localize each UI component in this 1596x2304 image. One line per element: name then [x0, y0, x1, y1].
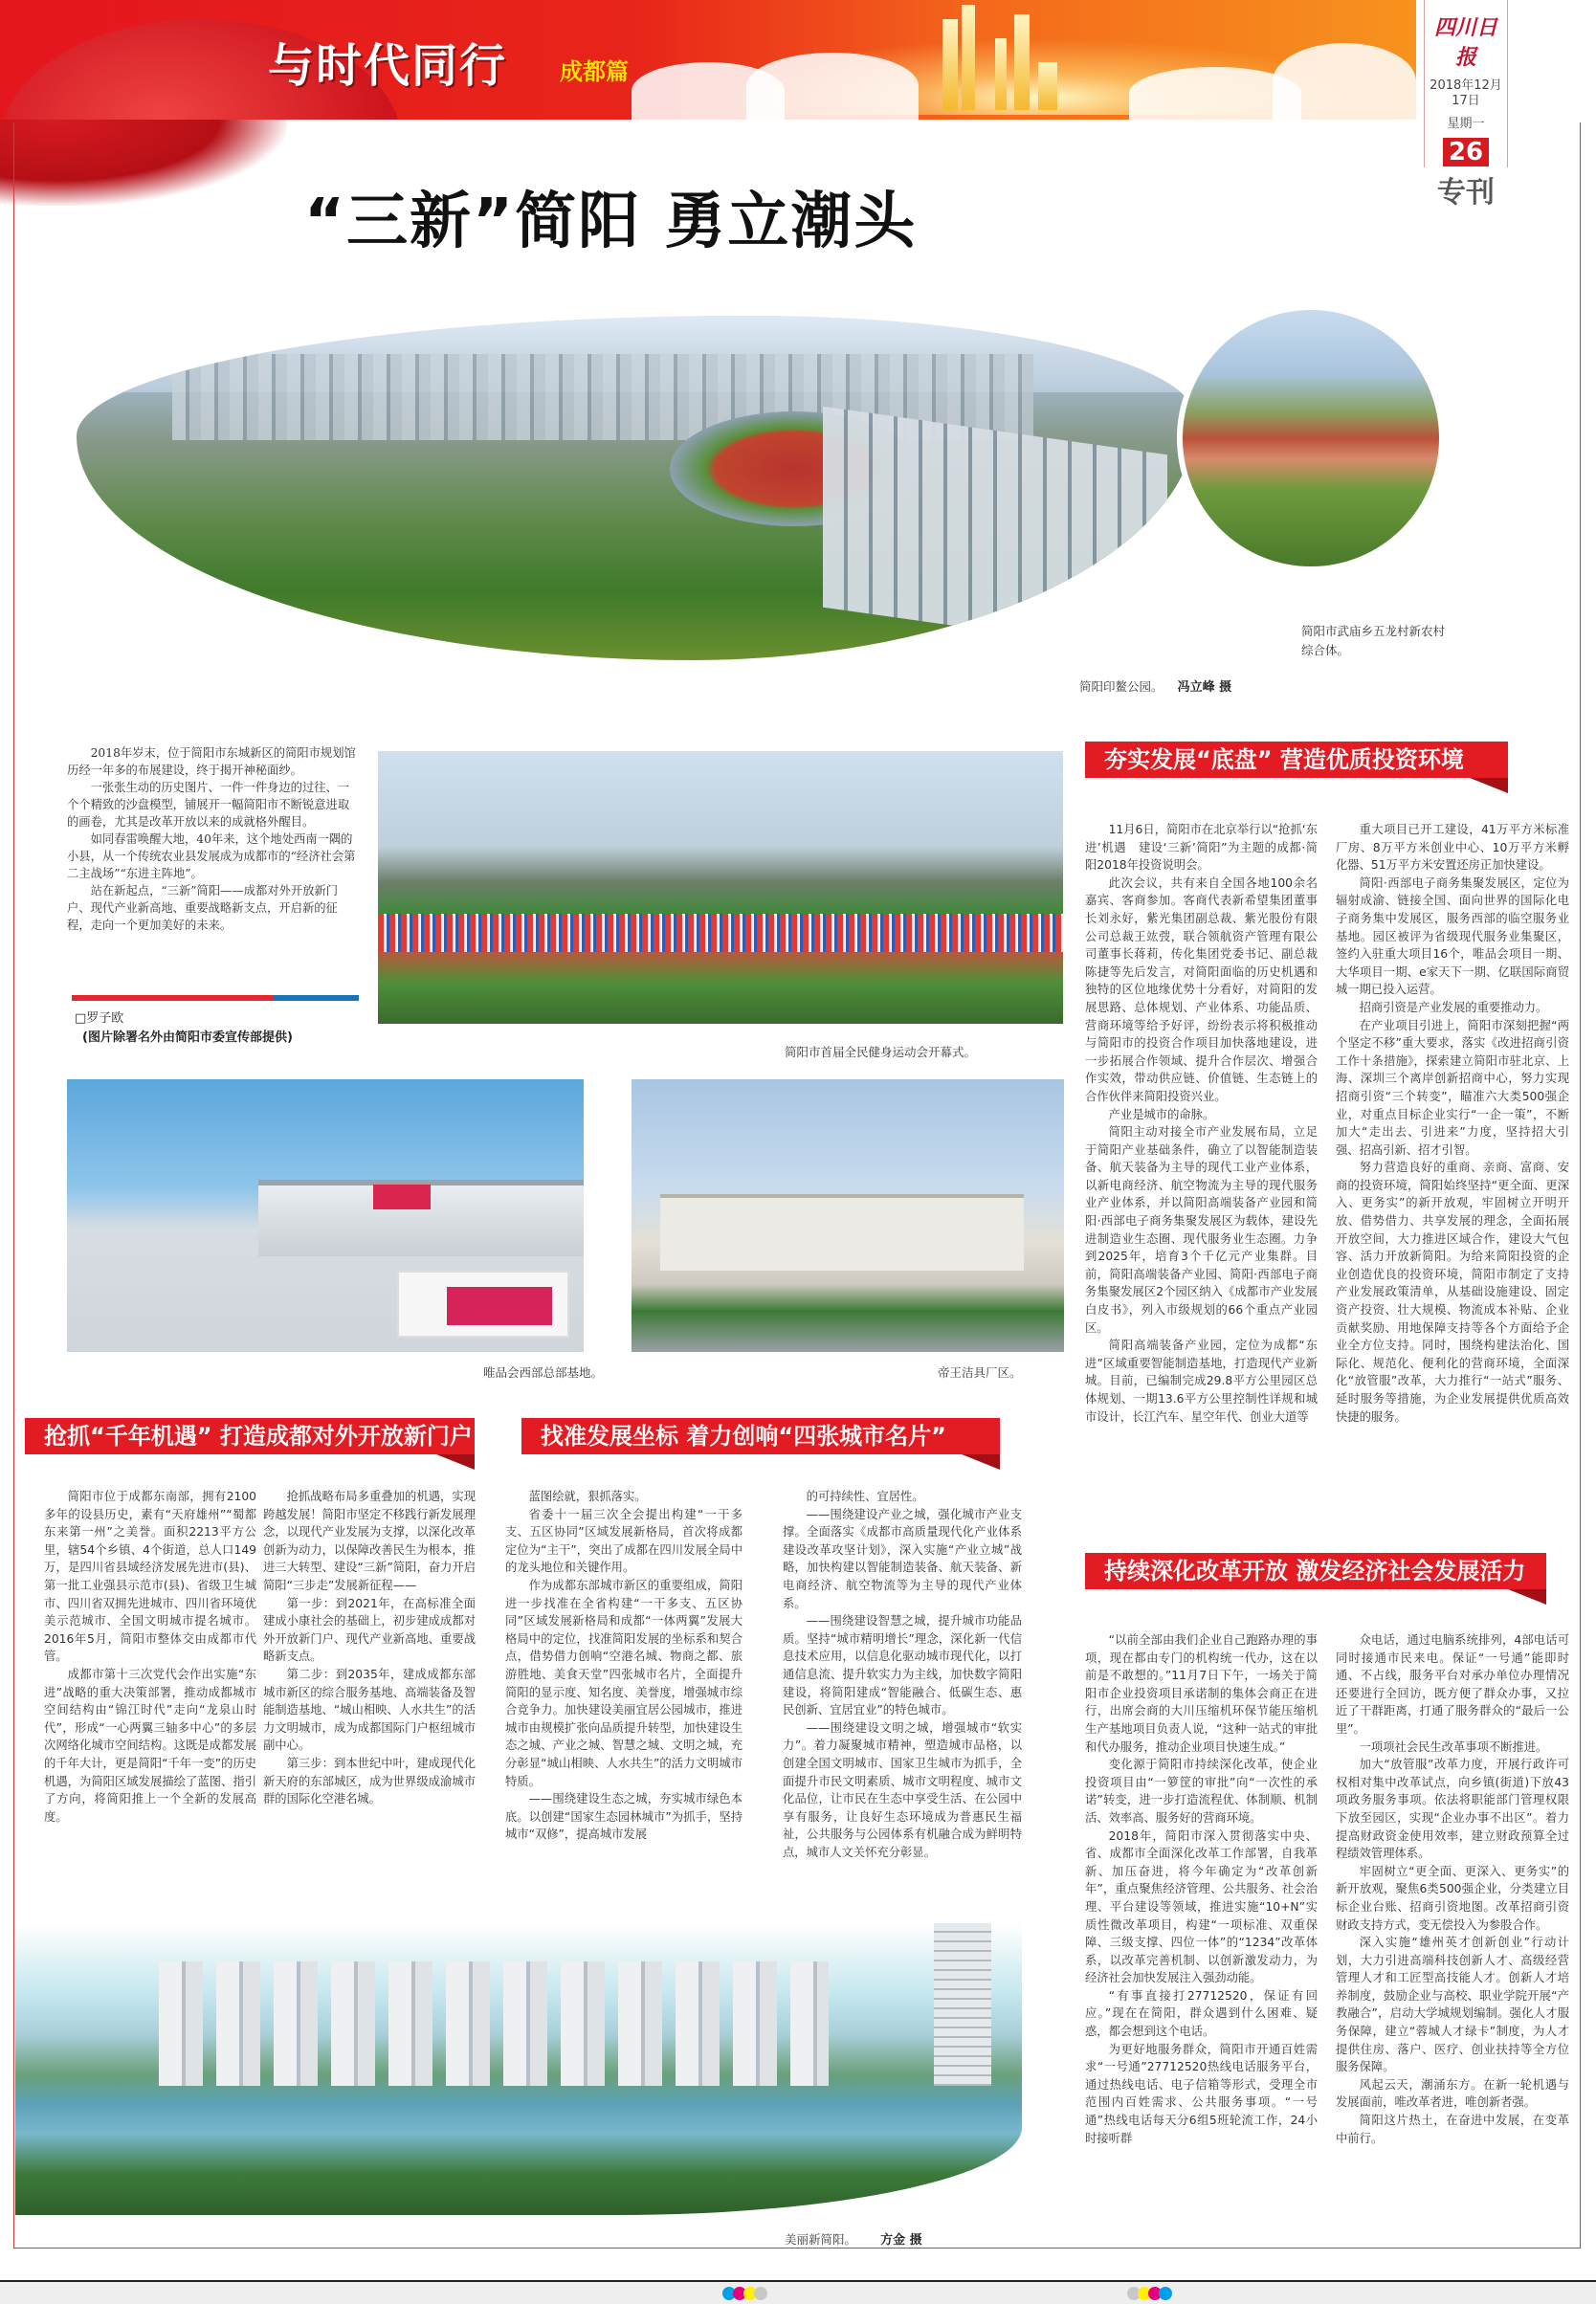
article-column — [263, 1488, 476, 1923]
photo-vip-base — [67, 1079, 584, 1352]
paragraph: 深入实施“雄州英才创新创业”行动计划，大力引进高端科技创新人才、高级经营管理人才和工匠型高技能人才。创新人才培养制度，鼓励企业与高校、职业学院开展“产教融合”，启动大学城规划编制。强化人才服务保障，建立“蓉城人才绿卡”制度，为人才提供住房、落户、医疗、创业扶持等全方位服务保障。 — [1336, 1936, 1569, 2074]
paragraph: 简阳·西部电子商务集聚发展区，定位为辐射成渝、链接全国、面向世界的国际化电子商务集中发展区，服务西部的临空服务业基地。园区被评为省级现代服务业集聚区，签约入驻重大项目16个，唯品会项目一期、大华项目一期、e家天下一期、亿联国际商贸城一期已投入运营。 — [1336, 875, 1569, 997]
article-column — [1336, 821, 1569, 1534]
paragraph: 省委十一届三次全会提出构建“一干多支、五区协同”区域发展新格局，首次将成都定位为“主干”，突出了成都在四川发展全局中的龙头地位和关键作用。 — [505, 1507, 743, 1575]
building-shape — [1014, 14, 1030, 110]
paragraph: 加大“放管服”改革力度，开展行政许可权相对集中改革试点，向乡镇(街道)下放43项政务服务事项。依法将职能部门管理权限下放至园区，实现“企业办事不出区”。着力提高财政资金使用效率，建立财政预算全过程绩效管理体系。 — [1336, 1758, 1569, 1861]
article-column — [1085, 1631, 1318, 2220]
paragraph: 风起云天，潮涌东方。在新一轮机遇与发展面前，唯改革者进，唯创新者强。 — [1336, 2077, 1569, 2110]
paragraph: 变化源于简阳市持续深化改革，使企业投资项目由“一箩筐的审批”向“一次性的承诺”转变，进一步打造流程优、体制顺、机制活、效率高、服务好的营商环境。 — [1085, 1758, 1318, 1825]
banner-subtitle: 成都篇 — [560, 58, 629, 85]
section-heading-investment: 夯实发展“底盘” 营造优质投资环境 — [1085, 742, 1508, 778]
paragraph: 此次会议，共有来自全国各地100余名嘉宾、客商参加。客商代表新希望集团董事长刘永好，紫光集团副总裁、紫光股份有限公司总裁王竑弢，联合领航资产管理有限公司董事长蒋莉，传化集团党委书记、副总裁陈捷等先后发言，对简阳面临的历史机遇和独特的区位地缘优势十分看好，对简阳的发展思路、总体规划、产业体系、功能品质、营商环境等给予好评，纷纷表示将积极推动与简阳市的投资合作项目加快落地建设，进一步拓展合作领域、提升合作层次、增强合作实效，带动供应链、价值链、生态链上的合作伙伴来简阳投资兴业。 — [1085, 875, 1318, 1103]
article-column — [1336, 1631, 1569, 2220]
paragraph: 招商引资是产业发展的重要推动力。 — [1359, 1000, 1548, 1014]
paragraph: 一项项社会民生改革事项不断推进。 — [1359, 1739, 1548, 1754]
caption-hero: 简阳印鳌公园。 — [1079, 679, 1164, 694]
paragraph: ——围绕建设生态之城，夯实城市绿色本底。以创建“国家生态园林城市”为抓手，坚持城市“双修”，提高城市发展 — [505, 1792, 743, 1842]
section-heading-reform: 持续深化改革开放 激发经济社会发展活力 — [1085, 1553, 1546, 1589]
paragraph: ——围绕建设文明之城，增强城市“软实力”。着力凝聚城市精神，塑造城市品格，以创建全国文明城市、国家卫生城市为抓手，全面提升市民文明素质、城市文明程度、城市文化品位，让市民在生态中享受生活、在公园中享有服务，让良好生态环境成为普惠民生福祉，公共服务与公园体系有机融合成为鲜明特点，城市人文关怀充分彰显。 — [783, 1720, 1022, 1859]
section-heading-opportunity: 抢抓“千年机遇” 打造成都对外开放新门户 — [25, 1418, 475, 1454]
caption-vip: 唯品会西部总部基地。 — [483, 1365, 604, 1380]
photo-city-panorama — [15, 1923, 1022, 2215]
caption-diwang: 帝王洁具厂区。 — [938, 1365, 1022, 1380]
paragraph: 简阳市位于成都东南部，拥有2100多年的设县历史，素有“天府雄州”“蜀都东来第一州”之美誉。面积2213平方公里，辖54个乡镇、4个街道，总人口149万，是四川省县域经济发展先进市(县)、第一批工业强县示范市(县)、省级卫生城市、四川省双拥先进城市、四川省环境优美示范城市、全国文明城市提名城市。2016年5月，简阳市整体交由成都市代管。 — [44, 1490, 256, 1664]
paragraph: ——围绕建设产业之城，强化城市产业支撑。全面落实《成都市高质量现代化产业体系建设改革攻坚计划》，深入实施“产业立城”战略，加快构建以智能制造装备、航天装备、新电商经济、航空物流等为主导的现代产业体系。 — [783, 1507, 1022, 1610]
building-shape — [1038, 62, 1057, 110]
intro-text — [67, 744, 359, 934]
issue-weekday: 星期一 — [1447, 117, 1485, 131]
paragraph: 产业是城市的命脉。 — [1108, 1107, 1215, 1121]
paragraph: 在产业项目引进上，简阳市深刻把握“两个坚定不移”重大要求，落实《改进招商引资工作十条措施》，探索建立简阳市驻北京、上海、深圳三个离岸创新招商中心，努力实现招商引资“三个转变”，瞄准六大类500强企业，对重点目标企业实行“一企一策”，不断加大“走出去、引进来”力度，坚持招大引强、招高引新、招才引智。 — [1336, 1018, 1569, 1157]
paragraph: 蓝图绘就，狠抓落实。 — [528, 1490, 647, 1503]
paragraph: 第一步：到2021年，在高标准全面建成小康社会的基础上，初步建成成都对外开放新门户、现代产业新高地、重要战略新支点。 — [263, 1596, 476, 1664]
circle-photo-village — [1177, 304, 1445, 572]
paragraph: 2018年，简阳市深入贯彻落实中央、省、成都市全面深化改革工作部署，自我革新、加压奋进，将今年确定为“改革创新年”，重点聚焦经济管理、公共服务、社会治理、平台建设等领域，推进实施“10+N”实质性微改革项目，构建“一项标准、双重保障、三级支撑、四位一体”的“1234”改革体系，以改革完善机制、以创新激发动力，为经济社会加快发展注入强劲动能。 — [1085, 1828, 1318, 1985]
page-headline: “三新”简阳 勇立潮头 — [304, 187, 918, 257]
caption-city: 美丽新简阳。 — [785, 2232, 857, 2247]
paragraph: 牢固树立“更全面、更深入、更务实”的新开放观，聚焦6类500强企业，分类建立目标企业台账、招商引资地图。改革招商引资财政支持方式，变无偿投入为参股合作。 — [1336, 1864, 1569, 1932]
article-column — [505, 1488, 743, 1923]
cloud-shape — [1273, 43, 1416, 120]
article-column — [1085, 821, 1318, 1534]
article-column — [783, 1488, 1022, 1923]
photo-diwang-plant — [632, 1079, 1064, 1352]
paragraph: 成都市第十三次党代会作出实施“东进”战略的重大决策部署，推动成都城市空间结构由“锦江时代”走向“龙泉山时代”，形成“一心两翼三轴多中心”的多层次网络化城市空间结构。这既是成都发展的千年大计，更是简阳“千年一变”的历史机遇，为简阳区域发展描绘了蓝图、指引了方向，将简阳推上一个全新的发展高度。 — [44, 1667, 256, 1824]
paragraph: ——围绕建设智慧之城，提升城市功能品质。坚持“城市精明增长”理念，深化新一代信息技术应用，以信息化驱动城市现代化，以打通信息流、提升软实力为主线，加快数字简阳建设，将简阳建成“智能融合、低碳生态、惠民创新、宜居宜业”的特色城市。 — [783, 1614, 1022, 1717]
paragraph: 简阳主动对接全市产业发展布局，立足于简阳产业基础条件，确立了以智能制造装备、航天装备为主导的现代工业产业体系，以新电商经济、航空物流为主导的现代服务业产业体系，并以简阳高端装备产业园和简阳·西部电子商务集聚发展区为载体，建设先进制造业生态圈、现代服务业生态圈。力争到2025年，培育3个千亿元产业集群。目前，简阳高端装备产业园、简阳·西部电子商务集聚发展区2个园区纳入《成都市产业发展白皮书》，列入市级规划的66个重点产业园区。 — [1085, 1125, 1318, 1335]
photo-sports-opening — [378, 751, 1063, 1024]
caption-city-credit: 方金 摄 — [880, 2233, 922, 2248]
caption-city-group — [785, 2229, 922, 2248]
red-blue-rule — [72, 995, 359, 1001]
registration-dot-gray — [754, 2287, 767, 2300]
photo-note: (图片除署名外由简阳市委宣传部提供) — [82, 1030, 293, 1045]
section-heading-coordinates: 找准发展坐标 着力创响“四张城市名片” — [521, 1418, 1000, 1454]
caption-hero-group — [1079, 676, 1231, 695]
caption-hero-credit: 冯立峰 摄 — [1177, 680, 1232, 695]
caption-sports: 简阳市首届全民健身运动会开幕式。 — [785, 1045, 977, 1059]
header-banner — [0, 0, 1416, 120]
article-column — [44, 1488, 256, 1923]
paragraph: 11月6日，简阳市在北京举行以“抢抓‘东进’机遇 建设‘三新’简阳”为主题的成都·简阳2018年投资说明会。 — [1085, 823, 1318, 873]
intro-paragraph: 2018年岁末，位于简阳市东城新区的简阳市规划馆历经一年多的布展建设，终于揭开神秘面纱。 — [67, 746, 356, 777]
building-shape — [995, 38, 1007, 110]
registration-dot-cyan — [1159, 2287, 1172, 2300]
print-footer — [0, 2280, 1596, 2304]
paragraph: 作为成都东部城市新区的重要组成，简阳进一步找准在全省构建“一干多支、五区协同”区域发展新格局和成都“一体两翼”发展大格局中的定位，找准简阳发展的坐标系和契合点，借势借力创响“空港名城、物商之都、旅游胜地、美食天堂”四张城市名片，全面提升简阳的显示度、知名度、美誉度，增强城市综合竞争力。加快建设美丽宜居公园城市，推进城市由规模扩张向品质提升转型，加快建设生态之城、产业之城、智慧之城、文明之城，充分彰显“城山相映、人水共生”的活力文明城市特质。 — [505, 1578, 743, 1788]
paragraph: 为更好地服务群众，简阳市开通百姓需求“一号通”27712520热线电话服务平台，通过热线电话、电子信箱等形式，受理全市范围内百姓需求、公共服务事项。“一号通”热线电话每天分6组5班轮流工作，24小时接听群 — [1085, 2042, 1318, 2145]
paragraph: 的可持续性、宜居性。 — [806, 1490, 924, 1503]
intro-paragraph: 站在新起点，“三新”简阳——成都对外开放新门户、现代产业新高地、重要战略新支点，开启新的征程，走向一个更加美好的未来。 — [67, 884, 339, 932]
paragraph: 众电话，通过电脑系统排列，4部电话可同时接通市民来电。保证“一号通”能即时通、不占线，服务平台对承办单位办理情况还要进行全回访，既方便了群众办事，又拉近了干群距离，打通了服务群众的“最后一公里”。 — [1336, 1633, 1569, 1736]
paragraph: 第二步：到2035年，建成成都东部城市新区的综合服务基地、高端装备及智能制造基地、“城山相映、人水共生”的活力文明城市，成为成都国际门户枢纽城市副中心。 — [263, 1667, 476, 1753]
author: □罗子欧 — [75, 1011, 124, 1026]
byline — [75, 1009, 293, 1048]
section-label: 专刊 — [1437, 176, 1495, 210]
cloud-shape — [746, 53, 919, 120]
caption-circle: 简阳市武庙乡五龙村新农村综合体。 — [1301, 624, 1446, 657]
intro-paragraph: 如同春雷唤醒大地，40年来，这个地处西南一隅的小县，从一个传统农业县发展成为成都市的“经济社会第二主战场”“东进主阵地”。 — [67, 832, 356, 880]
paragraph: 简阳高端装备产业园，定位为成都“东进”区域重要智能制造基地，打造现代产业新城。目前，已编制完成29.8平方公里园区总体规划、一期13.6平方公里控制性详规和城市设计，长江汽车、星空年代、创业大道等 — [1085, 1339, 1318, 1424]
paragraph: “有事直接打27712520，保证有回应。”现在在简阳，群众遇到什么困难、疑惑，都会想到这个电话。 — [1085, 1988, 1318, 2039]
paragraph: 努力营造良好的重商、亲商、富商、安商的投资环境，简阳始终坚持“更全面、更深入、更务实”的新开放观，牢固树立开明开放、借势借力、共享发展的理念，全面拓展开放空间，大力推进区域合作，建设大气包容、活力开放新简阳。为给来简阳投资的企业创造优良的投资环境，简阳市制定了支持产业发展政策清单，从基础设施建设、固定资产投资、壮大规模、物流成本补贴、企业贡献奖励、用地保障支持等各个方面给予企业全方位支持。同时，围绕构建法治化、国际化、规范化、便利化的营商环境，全面深化“放管服”改革，大力推行“一站式”服务、延时服务等措施，为企业发展提供优质高效快捷的服务。 — [1336, 1161, 1569, 1424]
paragraph: 第三步：到本世纪中叶，建成现代化新天府的东部城区，成为世界级成渝城市群的国际化空港名城。 — [263, 1756, 476, 1806]
banner-title: 与时代同行 — [268, 39, 508, 93]
issue-date: 2018年12月17日 — [1430, 78, 1502, 108]
intro-paragraph: 一张张生动的历史图片、一件一件身边的过往、一个个精致的沙盘模型，铺展开一幅简阳市不断锐意进取的画卷，尤其是改革开放以来的成就格外醒目。 — [67, 781, 350, 829]
paragraph: “以前全部由我们企业自己跑路办理的事项，现在都由专门的机构统一代办，这在以前是不敢想的。”11月7日下午，一场关于简阳市企业投资项目承诺制的集体会商正在进行，出席会商的大川压缩机环保节能压缩机生产基地项目负责人说，“这种一站式的审批和代办服务，推动企业项目快速生成。” — [1085, 1633, 1318, 1754]
newspaper-logo: 四川日报 — [1433, 15, 1497, 70]
page-number: 26 — [1443, 138, 1489, 166]
paragraph: 抢抓战略布局多重叠加的机遇，实现跨越发展！简阳市坚定不移践行新发展理念，以现代产业发展为支撑，以深化改革创新为动力，以保障改善民生为根本，推进三大转型、建设“三新”简阳，奋力开启简阳“三步走”发展新征程—— — [263, 1490, 476, 1592]
paragraph: 简阳这片热土，在奋进中发展，在变革中前行。 — [1336, 2114, 1569, 2145]
paragraph: 重大项目已开工建设，41万平方米标准厂房、8万平方米创业中心、10万平方米孵化器、51万平方米安置还房正加快建设。 — [1336, 823, 1569, 873]
building-shape — [962, 5, 975, 110]
building-shape — [942, 19, 958, 110]
